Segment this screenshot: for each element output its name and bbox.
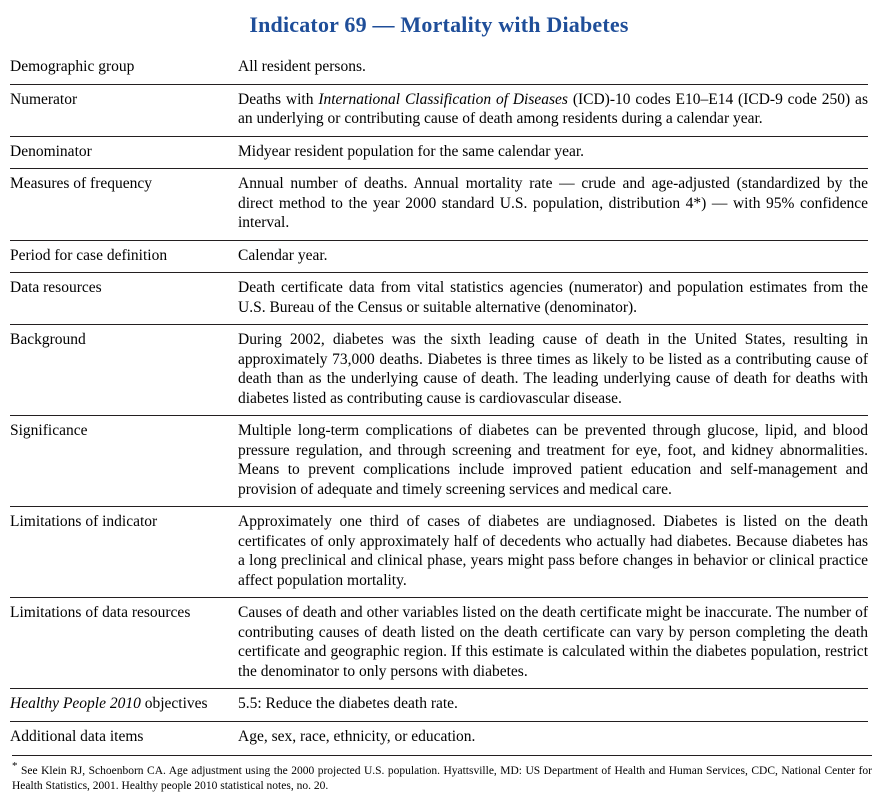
row-label: Limitations of indicator (10, 507, 238, 598)
row-label: Denominator (10, 136, 238, 169)
row-value-italic: International Classification of Diseases (318, 90, 568, 108)
row-value: 5.5: Reduce the diabetes death rate. (238, 689, 868, 722)
row-value-pre: Deaths with (238, 90, 319, 108)
row-value: Annual number of deaths. Annual mortality rate — crude and age-adjusted (standardized by the direct method to the year 2000 standard U.S. population, distribution 4*) — with 95% confidence interval. (238, 169, 868, 241)
footnote (12, 755, 872, 794)
row-label: Additional data items (10, 721, 238, 753)
table-row (10, 416, 868, 507)
row-label-post: objectives (140, 695, 208, 713)
row-label: Significance (10, 416, 238, 507)
table-row (10, 84, 868, 136)
table-row (10, 273, 868, 325)
indicator-table (10, 52, 868, 753)
table-row (10, 598, 868, 689)
row-value: Calendar year. (238, 240, 868, 273)
row-label: Limitations of data resources (10, 598, 238, 689)
row-value-post: (ICD)-10 codes E10–E14 (ICD-9 code 250) as an underlying or contributing cause of death among residents during a calendar year. (238, 90, 868, 128)
table-row (10, 52, 868, 84)
row-value: During 2002, diabetes was the sixth leading cause of death in the United States, resulting in approximately 73,000 deaths. Diabetes is three times as likely to be listed as a contributing cause of death than as the underlying cause of death. The leading underlying cause of death for deaths with diabetes listed as contributing cause is cardiovascular disease. (238, 325, 868, 416)
row-value: All resident persons. (238, 58, 366, 75)
table-row (10, 240, 868, 273)
row-label (10, 689, 238, 722)
page-title: Indicator 69 — Mortality with Diabetes (249, 12, 629, 37)
row-value: Death certificate data from vital statistics agencies (numerator) and population estimates from the U.S. Bureau of the Census or suitable alternative (denominator). (238, 273, 868, 325)
footnote-text-wrap (12, 759, 872, 794)
row-label: Background (10, 325, 238, 416)
row-value: Causes of death and other variables listed on the death certificate might be inaccurate. The number of contributing causes of death listed on the death certificate can vary by person completing the death certificate and geographic region. If this estimate is calculated within the diabetes population, restrict the denominator to only persons with diabetes. (238, 598, 868, 689)
table-row (10, 721, 868, 753)
row-label: Period for case definition (10, 240, 238, 273)
row-label-italic: Healthy People 2010 (10, 695, 141, 713)
table-row (10, 507, 868, 598)
row-label: Numerator (10, 84, 238, 136)
row-value: Multiple long-term complications of diabetes can be prevented through glucose, lipid, and blood pressure regulation, and through screening and treatment for eye, foot, and kidney abnormalities. Means to prevent complications include improved patient education and self-management and provision of adequate and timely screening services and medical care. (238, 416, 868, 507)
row-label: Data resources (10, 273, 238, 325)
table-row (10, 136, 868, 169)
row-value: Age, sex, race, ethnicity, or education. (238, 721, 868, 753)
row-value (238, 84, 868, 136)
footnote-text: See Klein RJ, Schoenborn CA. Age adjustment using the 2000 projected U.S. population. Hyattsville, MD: US Department of Health and Human Services, CDC, National Center for Health Statistics, 2001. Healthy people 2010 statistical notes, no. 20. (12, 765, 872, 793)
table-row (10, 689, 868, 722)
row-label: Measures of frequency (10, 169, 238, 241)
table-row (10, 325, 868, 416)
row-value: Midyear resident population for the same calendar year. (238, 136, 868, 169)
row-value: Approximately one third of cases of diabetes are undiagnosed. Diabetes is listed on the death certificates of only approximately half of decedents who actually had diabetes. Because diabetes has a long preclinical and clinical phase, years might pass before changes in behavior or clinical practice affect population mortality. (238, 507, 868, 598)
row-label: Demographic group (10, 58, 135, 75)
footnote-marker: * (12, 760, 18, 773)
table-row (10, 169, 868, 241)
